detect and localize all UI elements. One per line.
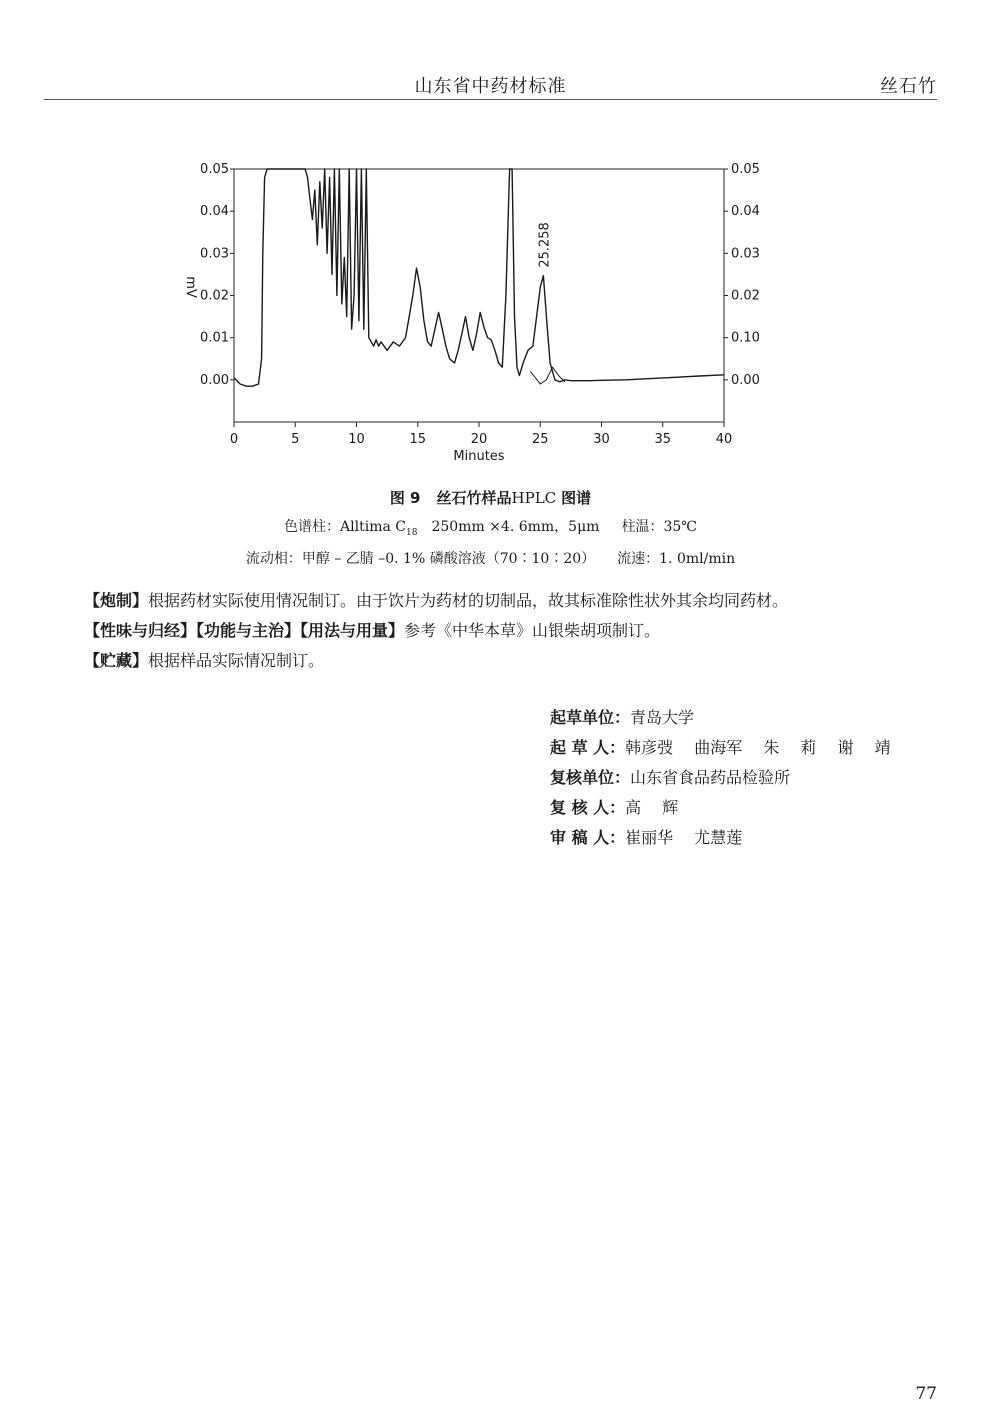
processing-paragraph [84,588,788,611]
figure-method: HPLC [511,489,557,507]
y-tick-label-right: 0.04 [731,204,760,220]
y-tick-label-right: 0.02 [731,288,760,304]
y-tick-label-left: 0.03 [200,246,229,262]
signature-label: 起草单位： [550,708,631,727]
y-tick-label-right: 0.10 [731,330,760,346]
chromatography-conditions-line2 [0,548,981,568]
column-dimensions: 250mm ×4. 6mm，5μm [417,519,600,535]
y-tick-label-right: 0.05 [731,162,760,177]
chromatogram-trace [234,169,724,386]
x-tick-label: 15 [409,432,427,447]
flow-rate: 流速：1. 0ml/min [617,551,736,567]
peak-label: 25.258 [537,222,553,268]
properties-paragraph [84,618,660,641]
y-tick-label-right: 0.03 [731,246,760,262]
y-axis-label: mV [183,276,198,298]
y-tick-label-left: 0.04 [200,204,229,220]
signature-row [550,735,891,758]
signature-label: 复 核 人： [550,798,626,817]
usage-dosage-heading: 【用法与用量】 [300,621,405,640]
figure-caption [0,487,981,508]
nature-meridian-heading: 【性味与归经】 [84,621,197,640]
signature-row [550,795,678,818]
column-temperature: 柱温：35℃ [621,519,697,535]
processing-heading: 【炮制】 [84,591,149,610]
column-subscript: 18 [406,527,418,538]
x-tick-label: 40 [715,432,733,447]
chromatography-conditions-line1 [0,516,981,538]
signature-label: 起 草 人： [550,738,626,757]
x-tick-label: 25 [531,432,549,447]
x-axis-label: Minutes [453,449,505,464]
y-tick-label-left: 0.01 [200,330,229,346]
signature-value: 崔丽华 尤慧莲 [625,828,743,847]
x-tick-label: 30 [593,432,610,447]
column-label: 色谱柱：Alltima C [284,519,406,535]
x-tick-label: 0 [229,432,239,447]
signature-value: 山东省食品药品检验所 [630,768,791,787]
mobile-phase: 流动相：甲醇 – 乙腈 –0. 1% 磷酸溶液（70∶10∶20） [245,551,596,567]
figure-title-tail: 图谱 [561,489,592,507]
function-indication-heading: 【功能与主治】 [196,621,301,640]
processing-text: 根据药材实际使用情况制订。由于饮片为药材的切制品，故其标准除性状外其余均同药材。 [148,591,789,610]
storage-paragraph [84,648,324,671]
signature-row [550,765,790,788]
running-header-title: 山东省中药材标准 [414,76,567,97]
signature-label: 复核单位： [550,768,631,787]
signature-label: 审 稿 人： [550,828,626,847]
header-divider [44,99,937,100]
y-tick-label-right: 0.00 [731,372,760,388]
y-tick-label-left: 0.05 [200,162,229,177]
x-tick-label: 5 [291,432,300,447]
x-tick-label: 20 [470,432,488,447]
figure-title: 丝石竹样品 [436,489,512,507]
storage-text: 根据样品实际情况制订。 [148,651,325,670]
page-number: 77 [915,1384,937,1404]
x-tick-label: 35 [654,432,672,447]
figure-number: 图 9 [389,489,421,507]
signature-row [550,705,694,728]
y-tick-label-left: 0.02 [200,288,229,304]
properties-text: 参考《中华本草》山银柴胡项制订。 [404,621,661,640]
signature-value: 韩彦弢 曲海军 朱 莉 谢 靖 [625,738,891,757]
running-header-section: 丝石竹 [880,76,937,97]
y-tick-label-left: 0.00 [200,372,229,388]
signature-row [550,825,742,848]
plot-frame [234,169,724,422]
x-tick-label: 10 [348,432,365,447]
signature-value: 高 辉 [625,798,679,817]
storage-heading: 【贮藏】 [84,651,149,670]
signature-value: 青岛大学 [630,708,695,727]
hplc-chromatogram [170,150,770,470]
